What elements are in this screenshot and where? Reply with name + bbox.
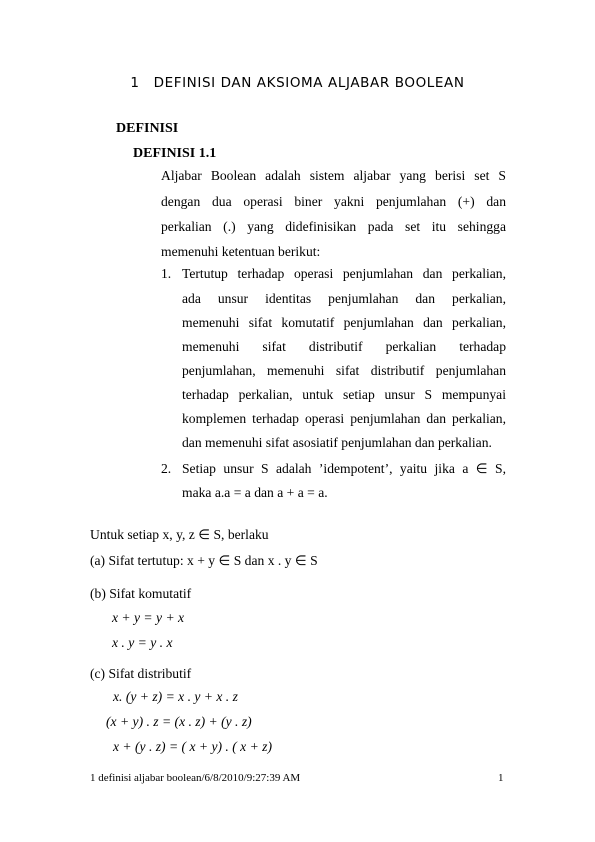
list-item-line: dan memenuhi sifat asosiatif penjumlahan dan perkalian. — [182, 435, 492, 450]
section-heading: DEFINISI — [116, 121, 179, 136]
chapter-number: 1 — [130, 75, 140, 91]
closure-property: (a) Sifat tertutup: x + y ∈ S dan x . y ∈ S — [90, 553, 318, 568]
formula-line: x . y = y . x — [112, 635, 173, 650]
list-item-line: memenuhi sifat komutatif penjumlahan dan perkalian, — [182, 315, 506, 330]
list-number: 1. — [161, 266, 172, 281]
list-item-line: Setiap unsur S adalah ’idempotent’, yaitu jika a ∈ S, — [182, 461, 506, 476]
footer-text: 1 definisi aljabar boolean/6/8/2010/9:27:39 AM — [90, 772, 301, 784]
list-item-line: Tertutup terhadap operasi penjumlahan dan perkalian, — [182, 266, 506, 281]
chapter-title-text: DEFINISI DAN AKSIOMA ALJABAR BOOLEAN — [153, 75, 465, 91]
distributive-title: (c) Sifat distributif — [90, 666, 192, 681]
list-item-line: terhadap perkalian, untuk setiap unsur S mempunyai — [182, 387, 506, 402]
paragraph-line: memenuhi ketentuan berikut: — [161, 244, 321, 259]
formula-line: (x + y) . z = (x . z) + (y . z) — [106, 714, 252, 729]
page-number: 1 — [498, 772, 504, 784]
paragraph-line: dengan dua operasi biner yakni penjumlahan (+) dan — [161, 194, 506, 209]
chapter-title — [0, 75, 595, 91]
list-number: 2. — [161, 461, 172, 476]
formula-line: x + y = y + x — [112, 610, 185, 625]
list-item-line: penjumlahan, memenuhi sifat distributif penjumlahan — [182, 363, 506, 378]
commutative-title: (b) Sifat komutatif — [90, 586, 192, 601]
formula-line: x. (y + z) = x . y + x . z — [113, 689, 238, 704]
formula-line: x + (y . z) = ( x + y) . ( x + z) — [113, 739, 272, 754]
list-item-line: maka a.a = a dan a + a = a. — [182, 485, 328, 500]
list-item-line: ada unsur identitas penjumlahan dan perkalian, — [182, 291, 506, 306]
list-item-line: komplemen terhadap operasi penjumlahan dan perkalian, — [182, 411, 506, 426]
paragraph-line: perkalian (.) yang didefinisikan pada set itu sehingga — [161, 219, 506, 234]
subsection-heading: DEFINISI 1.1 — [133, 146, 217, 161]
properties-intro: Untuk setiap x, y, z ∈ S, berlaku — [90, 527, 269, 542]
list-item-line: memenuhi sifat distributif perkalian terhadap — [182, 339, 506, 354]
paragraph-line: Aljabar Boolean adalah sistem aljabar yang berisi set S — [161, 168, 506, 183]
